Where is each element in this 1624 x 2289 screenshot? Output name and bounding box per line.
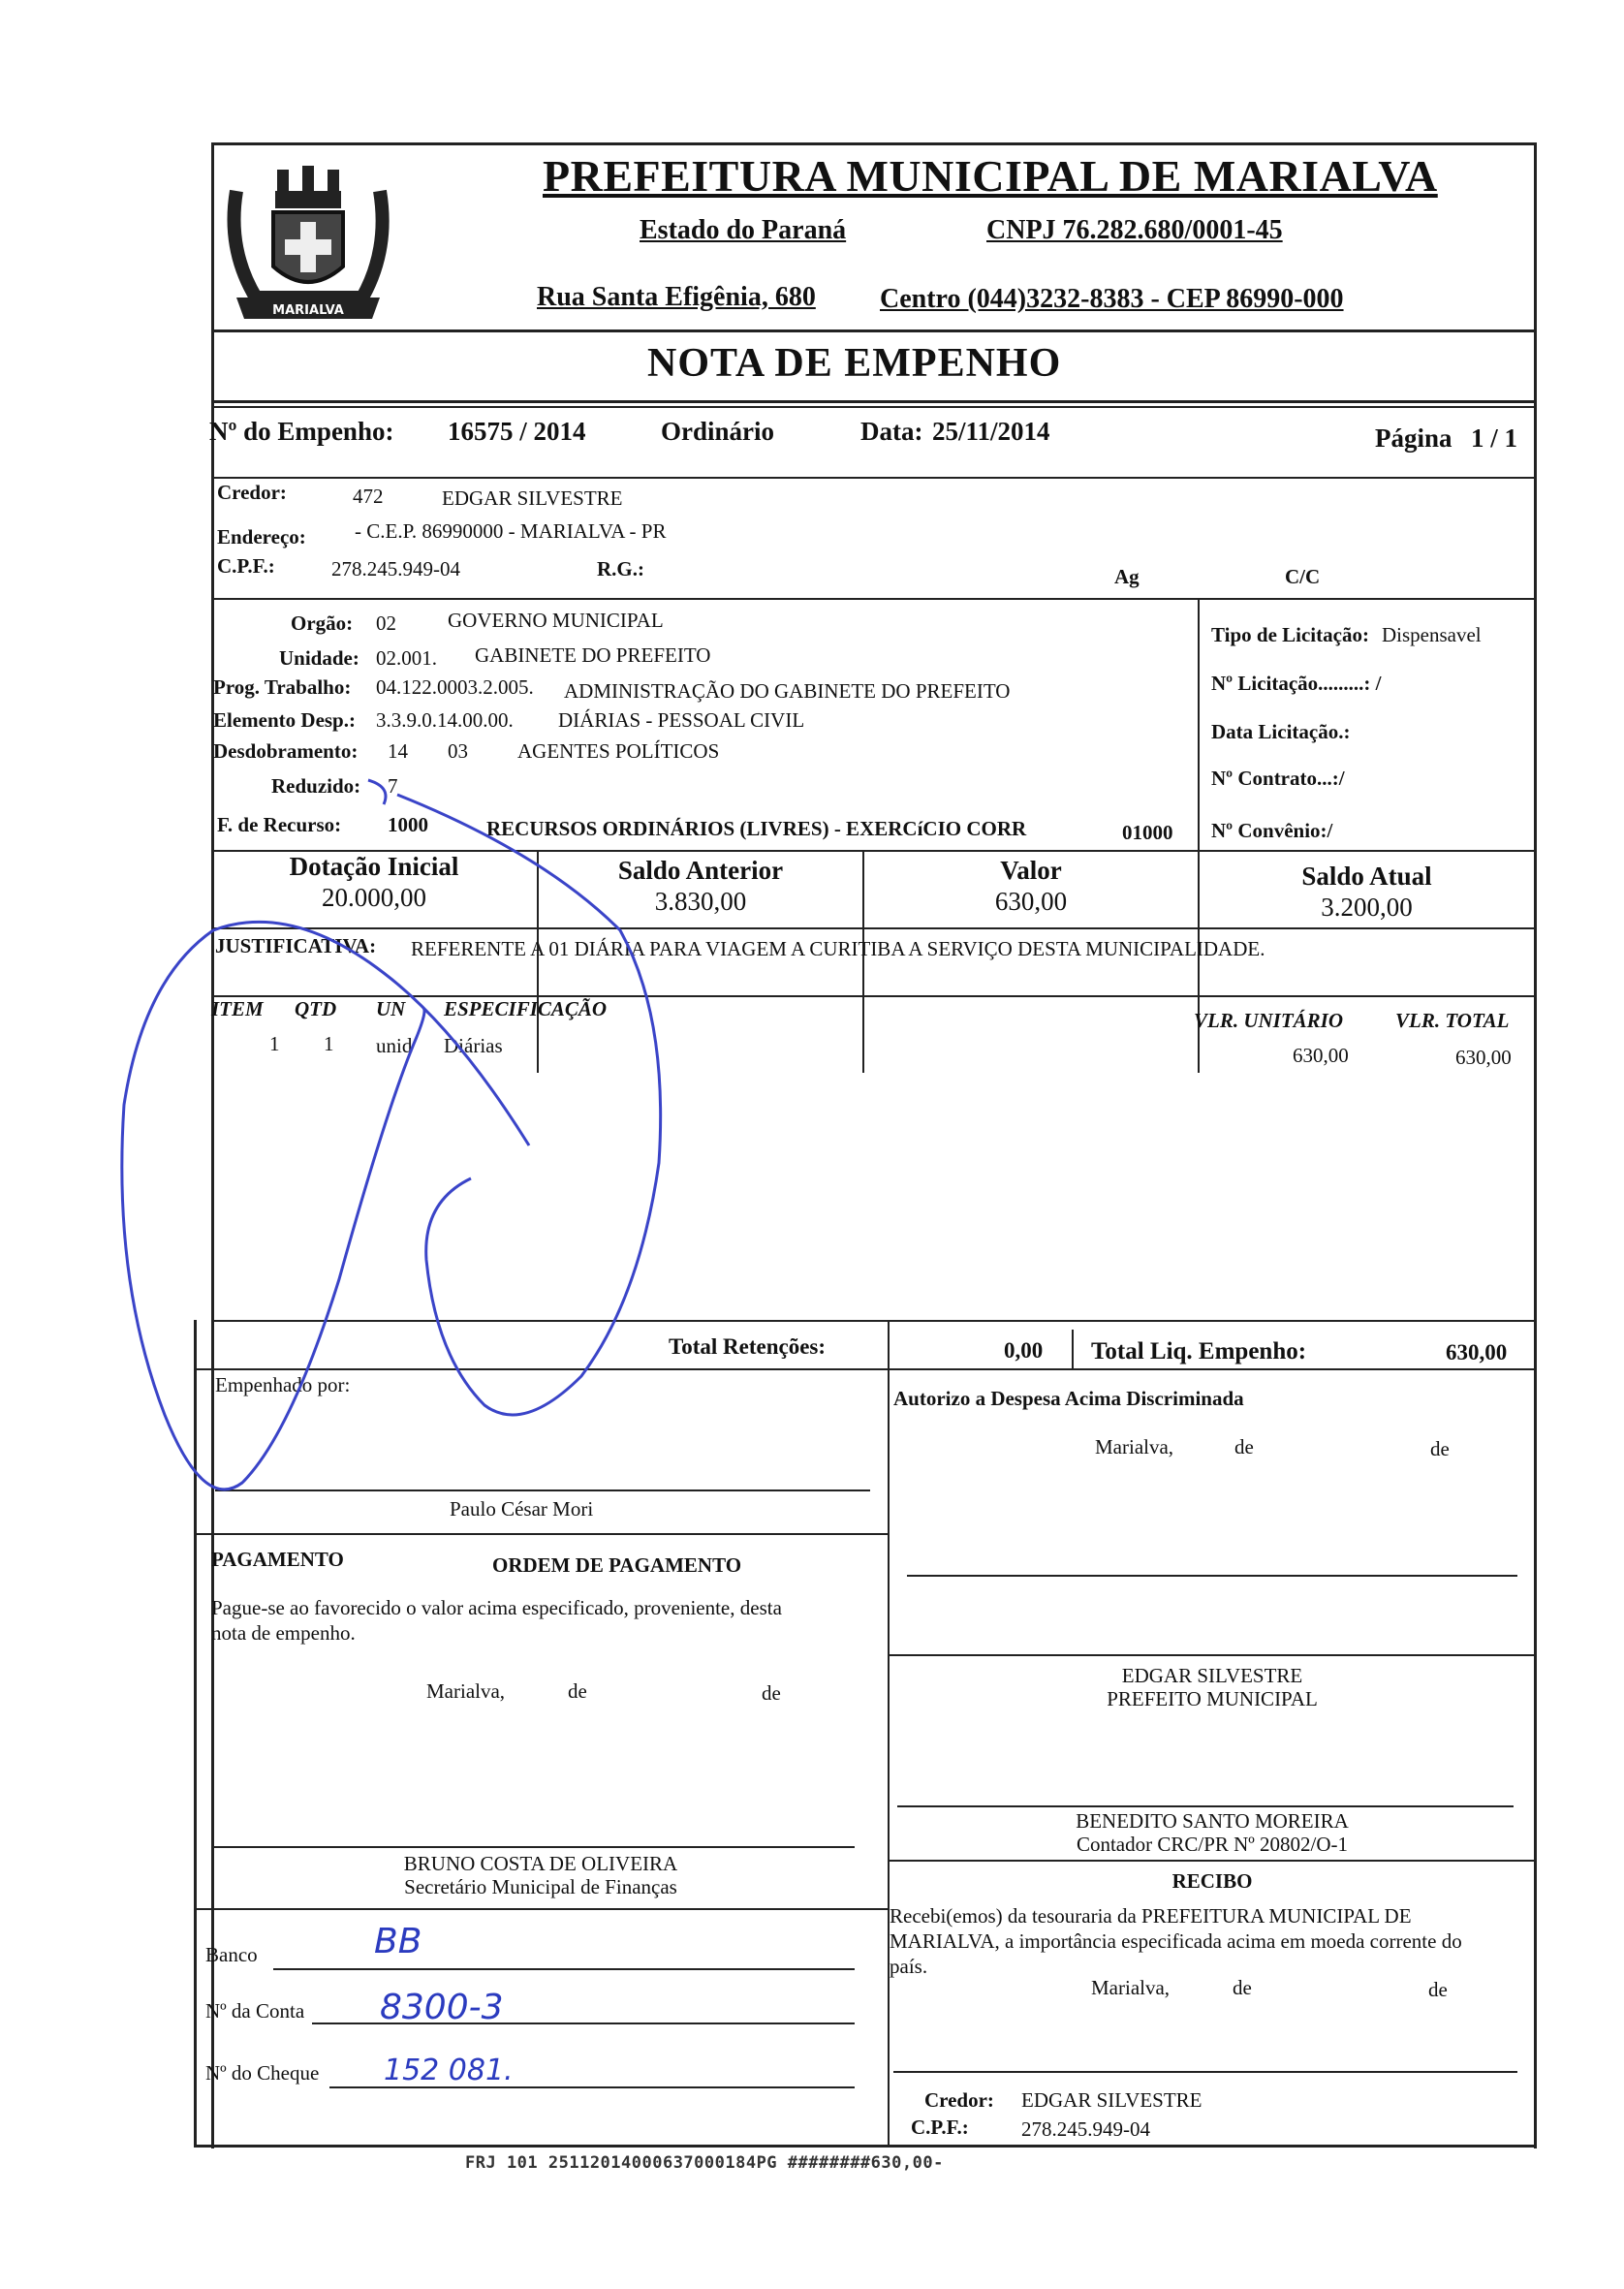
ag-label: Ag [1114,565,1140,588]
saldo-anterior-label: Saldo Anterior [617,856,784,885]
recibo-city: Marialva, [1091,1976,1171,1999]
recibo-de-1: de [1233,1976,1252,1999]
col-item: ITEM [211,997,264,1020]
ordem-pagamento-label: ORDEM DE PAGAMENTO [492,1553,742,1577]
valor-label: Valor [1000,856,1062,885]
scan-code-line: FRJ 101 25112014000637000184PG ########630,00- [465,2153,944,2173]
secretario-role: Secretário Municipal de Finanças [404,1875,677,1898]
empenho-date: 25/11/2014 [932,417,1050,446]
rg-label: R.G.: [597,557,644,580]
cc-label: C/C [1285,565,1321,588]
empenhado-name: Paulo César Mori [450,1497,594,1521]
autorizo-city: Marialva, [1095,1435,1174,1458]
reduzido-label: Reduzido: [271,774,361,798]
cpf-value: 278.245.949-04 [331,557,460,580]
table-row-un: unid [376,1034,413,1057]
dotacao-value: 20.000,00 [322,883,426,912]
recurso-number: 01000 [1122,821,1173,844]
valor-value: 630,00 [994,887,1068,916]
empenho-number-label: Nº do Empenho: [209,417,394,446]
retencoes-label: Total Retenções: [669,1334,827,1359]
recibo-cpf-label: C.P.F.: [911,2116,969,2139]
desdobramento-code2: 03 [448,739,468,763]
unidade-value: GABINETE DO PREFEITO [475,643,711,667]
recibo-credor-value: EDGAR SILVESTRE [1021,2088,1202,2112]
autorizo-de-1: de [1234,1435,1254,1458]
col-qtd: QTD [295,997,337,1020]
tipo-licitacao-label: Tipo de Licitação: [1211,623,1369,646]
contador-role: Contador CRC/PR Nº 20802/O-1 [1076,1833,1349,1856]
orgao-code: 02 [376,611,396,635]
pagamento-de-2: de [762,1681,781,1705]
saldo-anterior-value: 3.830,00 [654,887,747,916]
pagamento-text-1: Pague-se ao favorecido o valor acima especificado, proveniente, desta [211,1596,782,1619]
desdobramento-value: AGENTES POLÍTICOS [517,739,720,763]
recibo-text-2: MARIALVA, a importância especificada acima em moeda corrente do [890,1929,1462,1953]
elemento-code: 3.3.9.0.14.00.00. [376,708,514,732]
numero-contrato: Nº Contrato...:/ [1211,767,1345,790]
col-vlr-total: VLR. TOTAL [1395,1009,1510,1032]
col-especificacao: ESPECIFICAÇÃO [444,997,608,1020]
elemento-value: DIÁRIAS - PESSOAL CIVIL [558,708,805,732]
saldo-atual-label: Saldo Atual [1301,862,1432,891]
autorizo-de-2: de [1430,1437,1450,1460]
reduzido-value: 7 [388,774,398,798]
endereco-label: Endereço: [217,525,306,549]
orgao-value: GOVERNO MUNICIPAL [448,609,664,632]
banco-label: Banco [205,1943,258,1966]
prefeito-name: EDGAR SILVESTRE [1121,1664,1303,1687]
desdobramento-label: Desdobramento: [213,739,359,763]
pagamento-de-1: de [568,1679,587,1703]
liquido-label: Total Liq. Empenho: [1091,1338,1307,1364]
table-row-unit: 630,00 [1293,1044,1349,1067]
cheque-label: Nº do Cheque [205,2061,320,2085]
secretario-name: BRUNO COSTA DE OLIVEIRA [403,1852,678,1875]
data-licitacao: Data Licitação.: [1211,720,1351,743]
recibo-text-3: país. [890,1955,928,1978]
recurso-code: 1000 [388,813,428,836]
pagamento-text-2: nota de empenho. [211,1621,356,1645]
cnpj-label: CNPJ 76.282.680/0001-45 [986,215,1283,245]
prog-code: 04.122.0003.2.005. [376,675,534,699]
address-label: Rua Santa Efigênia, 680 [537,282,816,312]
conta-label: Nº da Conta [205,1999,305,2022]
recurso-label: F. de Recurso: [217,813,342,836]
recibo-text-1: Recebi(emos) da tesouraria da PREFEITURA MUNICIPAL DE [890,1904,1412,1928]
retencoes-value: 0,00 [1004,1338,1044,1363]
credor-name: EDGAR SILVESTRE [442,486,623,510]
contador-name: BENEDITO SANTO MOREIRA [1076,1809,1349,1833]
svg-text:MARIALVA: MARIALVA [272,303,344,318]
recibo-label: RECIBO [1171,1869,1253,1893]
desdobramento-code1: 14 [388,739,408,763]
credor-code: 472 [353,485,384,508]
table-row-total: 630,00 [1455,1046,1512,1069]
recibo-de-2: de [1428,1978,1448,2001]
table-row-spec: Diárias [444,1034,503,1057]
justificativa-label: JUSTIFICATIVA: [215,934,377,957]
page-number: 1 / 1 [1471,423,1518,453]
pagamento-city: Marialva, [426,1679,506,1703]
table-row-qtd: 1 [324,1032,334,1055]
empenho-type: Ordinário [661,417,775,446]
cpf-label: C.P.F.: [217,554,275,578]
empenhado-label: Empenhado por: [215,1373,351,1396]
page-label: Página [1375,423,1452,453]
numero-convenio: Nº Convênio:/ [1211,819,1333,842]
numero-licitacao: Nº Licitação.........: / [1211,672,1382,695]
pagamento-label: PAGAMENTO [211,1548,344,1571]
table-row-item: 1 [269,1032,280,1055]
recibo-cpf-value: 278.245.949-04 [1021,2117,1150,2141]
empenho-number: 16575 / 2014 [448,417,586,446]
prog-value: ADMINISTRAÇÃO DO GABINETE DO PREFEITO [564,679,1011,703]
col-vlr-unitario: VLR. UNITÁRIO [1194,1009,1344,1032]
contact-label: Centro (044)3232-8383 - CEP 86990-000 [880,284,1344,314]
recurso-value: RECURSOS ORDINÁRIOS (LIVRES) - EXERCíCIO CORR [486,817,1027,840]
prefeito-role: PREFEITO MUNICIPAL [1107,1687,1318,1710]
liquido-value: 630,00 [1446,1340,1508,1364]
justificativa-text: REFERENTE A 01 DIÁRIA PARA VIAGEM A CURITIBA A SERVIÇO DESTA MUNICIPALIDADE. [411,937,1265,960]
col-un: UN [376,997,406,1020]
dotacao-label: Dotação Inicial [289,852,459,881]
cheque-handwritten: 152 081. [384,2054,514,2087]
elemento-label: Elemento Desp.: [213,708,356,732]
recibo-credor-label: Credor: [924,2088,994,2112]
unidade-code: 02.001. [376,646,437,670]
unidade-label: Unidade: [279,646,359,670]
state-label: Estado do Paraná [640,215,847,245]
autorizo-label: Autorizo a Despesa Acima Discriminada [893,1387,1244,1410]
prog-label: Prog. Trabalho: [213,675,352,699]
conta-handwritten: 8300-3 [380,1988,504,2027]
saldo-atual-value: 3.200,00 [1321,893,1413,922]
orgao-label: Orgão: [291,611,354,635]
tipo-licitacao-value: Dispensavel [1382,623,1482,646]
municipality-title: PREFEITURA MUNICIPAL DE MARIALVA [543,151,1438,201]
endereco-value: - C.E.P. 86990000 - MARIALVA - PR [355,519,667,543]
document-title: NOTA DE EMPENHO [647,341,1062,386]
credor-label: Credor: [217,481,287,504]
date-label: Data: [860,417,923,446]
banco-handwritten: BB [374,1922,422,1961]
